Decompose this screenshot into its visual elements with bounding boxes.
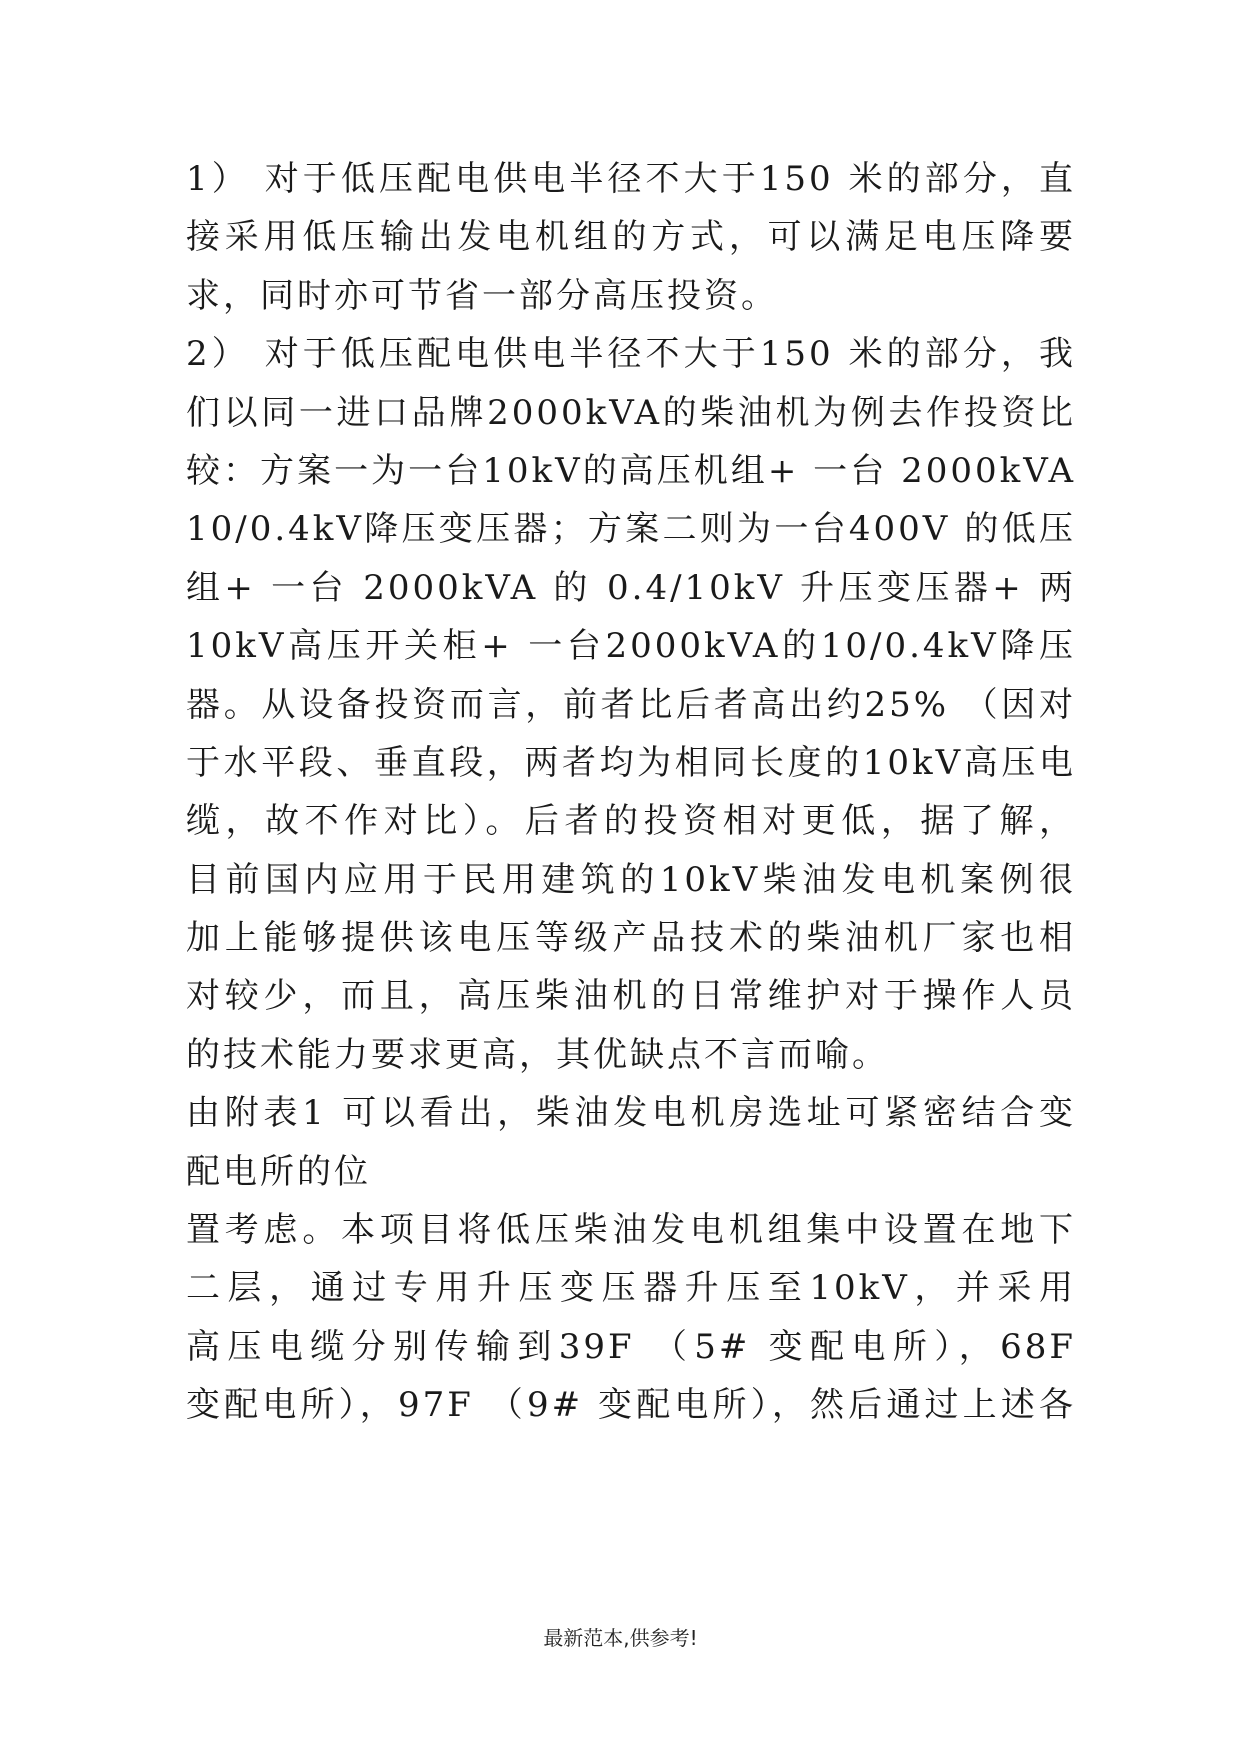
page-footer: 最新范本,供参考! bbox=[543, 1626, 698, 1650]
text-line: 于水平段、垂直段，两者均为相同长度的10kV高压电 bbox=[186, 742, 1076, 783]
body-text bbox=[186, 150, 1076, 1435]
text-line: 10/0.4kV降压变压器；方案二则为一台400V 的低压 bbox=[186, 509, 1076, 550]
text-line: 组+ 一台 2000kVA 的 0.4/10kV 升压变压器+ 两 bbox=[186, 567, 1076, 608]
text-line: 1） 对于低压配电供电半径不大于150 米的部分，直 bbox=[186, 159, 1076, 199]
text-line: 高压电缆分别传输到39F （5# 变配电所），68F bbox=[186, 1326, 1076, 1367]
text-line: 二层，通过专用升压变压器升压至10kV，并采用 bbox=[186, 1268, 1076, 1309]
text-line: 配电所的位 bbox=[186, 1151, 371, 1192]
text-line: 接采用低压输出发电机组的方式，可以满足电压降要 bbox=[186, 217, 1076, 258]
text-line: 器。从设备投资而言，前者比后者高出约25% （因对 bbox=[186, 684, 1076, 725]
text-line: 对较少，而且，高压柴油机的日常维护对于操作人员 bbox=[186, 976, 1076, 1017]
text-line: 由附表1 可以看出，柴油发电机房选址可紧密结合变 bbox=[186, 1093, 1076, 1134]
text-line: 目前国内应用于民用建筑的10kV柴油发电机案例很 bbox=[186, 859, 1076, 900]
text-line: 变配电所），97F （9# 变配电所），然后通过上述各 bbox=[186, 1385, 1076, 1426]
text-line: 缆，故不作对比）。后者的投资相对更低，据了解， bbox=[186, 801, 1076, 842]
text-line: 置考虑。本项目将低压柴油发电机组集中设置在地下 bbox=[186, 1210, 1076, 1251]
text-line: 的技术能力要求更高，其优缺点不言而喻。 bbox=[186, 1034, 889, 1075]
text-line: 求，同时亦可节省一部分高压投资。 bbox=[186, 275, 778, 316]
text-line: 2） 对于低压配电供电半径不大于150 米的部分，我 bbox=[186, 334, 1076, 375]
text-line: 加上能够提供该电压等级产品技术的柴油机厂家也相 bbox=[186, 918, 1076, 959]
text-line: 较：方案一为一台10kV的高压机组+ 一台 2000kVA bbox=[186, 450, 1076, 491]
text-line: 们以同一进口品牌2000kVA的柴油机为例去作投资比 bbox=[186, 392, 1076, 433]
text-line: 10kV高压开关柜+ 一台2000kVA的10/0.4kV降压 bbox=[186, 626, 1076, 667]
